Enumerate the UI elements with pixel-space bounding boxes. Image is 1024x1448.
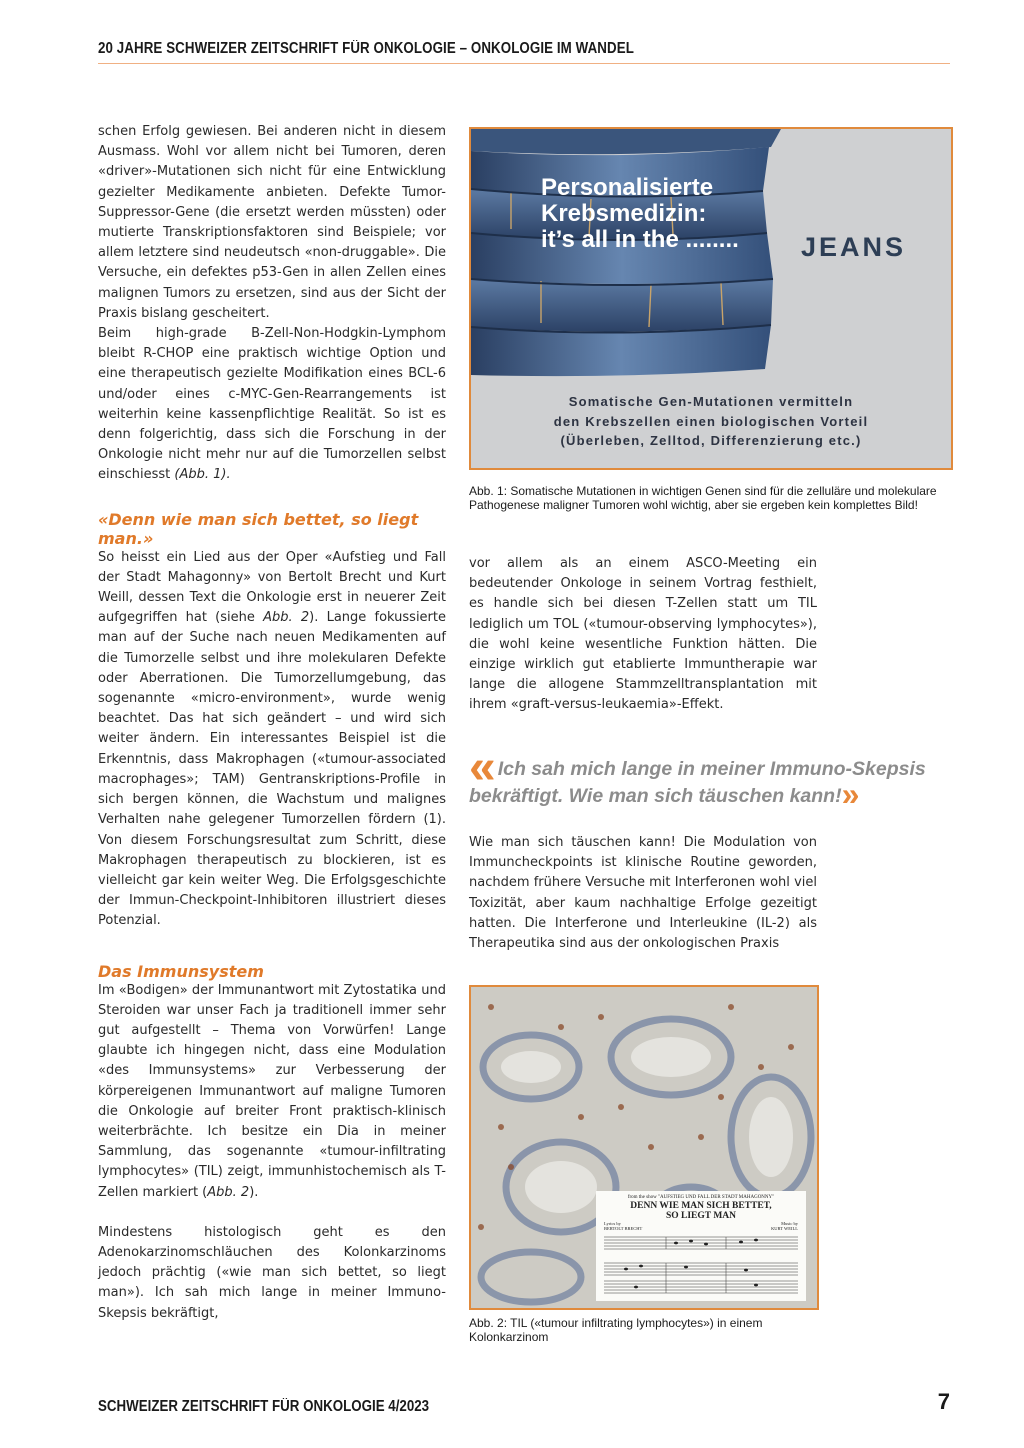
quote-close-mark: » <box>841 776 860 812</box>
paragraph-text: Im «Bodigen» der Immunantwort mit Zytostatika und Steroiden war unser Fach ja traditionell immer sehr gut aufgestellt – Thema von Vorwürfen! Lange glaubte ich hingegen nicht, dass eine Modulation «des Immunsystems» zur Verbesserung der körpereigenen Immunantwort auf maligne Tumoren die Onkologie auf breiter Front praktisch-klinisch weiterbrächte. Ich besitze ein Dia in meiner Sammlung, das sogenannte «tumour-infiltrating lymphocytes» (TIL) zeigt, immunhistochemisch als T-Zellen markiert ( <box>98 982 446 1200</box>
figure-1-keyword: JEANS <box>801 232 907 262</box>
subheading: Das Immunsystem <box>98 961 264 981</box>
sheet-music-inset <box>596 1191 806 1301</box>
music-staff-graphic <box>596 1191 806 1301</box>
paragraph <box>98 981 446 1203</box>
paragraph <box>98 548 446 932</box>
paragraph: Mindestens histologisch geht es den Adenokarzinomschläuchen des Kolonkarzinoms jedoch prächtig («wie man sich bettet, so liegt man»). Ich sah mich lange in meiner Immuno-Skepsis bekräftigt, <box>98 1224 446 1321</box>
figure-2-histology <box>469 985 819 1310</box>
running-title: 20 JAHRE SCHWEIZER ZEITSCHRIFT FÜR ONKOLOGIE – ONKOLOGIE IM WANDEL <box>98 40 634 57</box>
quote-open-mark: « <box>469 741 496 794</box>
paragraph-text: ). <box>249 1184 259 1200</box>
sheet-music-composer: Music by KURT WEILL <box>771 1221 798 1231</box>
figure-2-caption: Abb. 2: TIL («tumour infiltrating lymphocytes») in einem Kolonkarzinom <box>469 1316 763 1344</box>
sheet-music-subtitle: from the show "AUFSTIEG UND FALL DER STADT MAHAGONNY" <box>627 1195 775 1200</box>
pull-quote <box>469 741 951 812</box>
left-column <box>98 122 446 1324</box>
figure-reference: Abb. 2 <box>207 1184 250 1200</box>
footer-journal: SCHWEIZER ZEITSCHRIFT FÜR ONKOLOGIE 4/2023 <box>98 1398 430 1415</box>
paragraph-text: Beim high-grade B-Zell-Non-Hodgkin-Lymphom bleibt R-CHOP eine praktisch wichtige Option und eine therapeutisch gezielte Modifikation eines BCL-6 und/oder eines c-MYC-Gen-Rearrangements ist weiterhin keine kassenpflichtige Realität. So ist es denn folgerichtig, dass sich die Forschung in der Onkologie nicht mehr nur auf die Tumorzellen selbst einschiesst <box>98 326 446 483</box>
paragraph <box>98 324 446 486</box>
paragraph: schen Erfolg gewiesen. Bei anderen nicht in diesem Ausmass. Wohl vor allem nicht bei Tumoren, deren «driver»-Mutationen sich nicht für eine Entwicklung gezielter Medikamente anbieten. Defekte Tumor-Suppressor-Gene (die ersetzt werden müssten) oder mutierte Transkriptionsfaktoren sind Beispiele; vor allem letztere sind neudeutsch «non-druggable». Die Versuche, ein defektes p53-Gen in allen Zellen eines malignen Tumors zu ersetzen, sind aus der Sicht der Praxis bislang gescheitert. <box>98 124 446 321</box>
right-column-top <box>469 554 817 716</box>
paragraph-text: So heisst ein Lied aus der Oper «Aufstieg und Fall der Stadt Mahagonny» von Bertolt Brecht und Kurt Weill, dessen Text die Onkologie erst in neuerer Zeit aufgegriffen hat (siehe <box>98 549 446 626</box>
figure-1-jeans <box>469 127 953 470</box>
sheet-music-lyricist: Lyrics by BERTOLT BRECHT <box>604 1221 643 1231</box>
figure-reference: Abb. 2 <box>263 610 310 626</box>
figure-1-note: Somatische Gen-Mutationen vermitteln den Krebszellen einen biologischen Vorteil (Überleben, Zelltod, Differenzierung etc.) <box>553 394 869 448</box>
header-rule <box>98 63 950 64</box>
paragraph-text: ). Lange fokussierte man auf der Suche nach neuen Medikamenten auf die Tumorzelle selbst und ihre molekularen Defekte oder Aberrationen. Die Tumorzellumgebung, das sogenannte «micro-environment», wurde wenig beachtet. Das hat sich geändert – und wird sich weiter ändern. Ein interessantes Beispiel ist die Erkenntnis, dass Makrophagen («tumour-associated macrophages»; TAM) Gentranskriptions-Profile in sich bergen können, die Wachstum und malignes Verhalten nahe gelegener Tumorzellen fördern (1). Von diesem Forschungsresultat zum Schritt, diese Makrophagen therapeutisch zu blockieren, ist es vielleicht gar kein weiter Weg. Die Erfolgsgeschichte der Immun-Checkpoint-Inhibitoren illustriert dieses Potenzial. <box>98 610 446 929</box>
figure-reference: (Abb. 1). <box>174 467 231 483</box>
sheet-music-title: DENN WIE MAN SICH BETTET, SO LIEGT MAN <box>630 1201 772 1221</box>
right-column-bottom <box>469 833 817 954</box>
figure-1-title: Personalisierte Krebsmedizin: it’s all in the ........ <box>541 174 739 253</box>
figure-1-caption: Abb. 1: Somatische Mutationen in wichtigen Genen sind für die zelluläre und molekulare Pathogenese maligner Tumoren wohl wichtig, aber sie ergeben kein komplettes Bild! <box>469 484 937 512</box>
paragraph: vor allem als an einem ASCO-Meeting ein bedeutender Onkologe in seinem Vortrag festhielt, es handle sich bei diesen T-Zellen statt um TIL lediglich um TOL («tumour-observing lymphocytes»), die wohl keine wesentliche Funktion hätten. Die einzige wirklich gut etablierte Immuntherapie war lange die allogene Stammzelltransplantation mit ihrem «graft-versus-leukaemia»-Effekt. <box>469 556 817 713</box>
paragraph: Wie man sich täuschen kann! Die Modulation von Immuncheckpoints ist klinische Routine geworden, nachdem frühere Versuche mit Interferonen wohl viel Toxizität, aber kaum nachhaltige Erfolge gezeitigt hatten. Die Interferone und Interleukine (IL-2) als Therapeutika sind aus der onkologischen Praxis <box>469 835 817 952</box>
subheading: «Denn wie man sich bettet, so liegt man.» <box>98 509 419 548</box>
pull-quote-text: Ich sah mich lange in meiner Immuno-Skepsis bekräftigt. Wie man sich täuschen kann! <box>469 758 926 807</box>
jeans-stack-image <box>471 129 781 379</box>
page-number: 7 <box>937 1389 950 1414</box>
